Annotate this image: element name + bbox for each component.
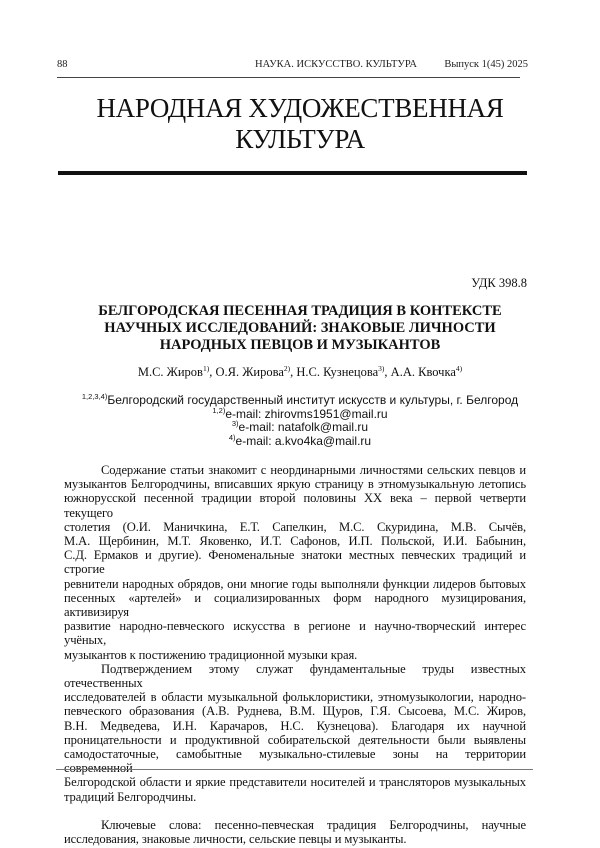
text-line: ревнители народных обрядов, они многие годы выполняли функции лидеров бытовых [64, 577, 526, 591]
affiliation [0, 394, 600, 408]
text-line: южнорусской песенной традиции второй половины XX века – первой четверти текущего [64, 491, 526, 519]
text-line: В.Н. Медведева, И.Н. Карачаров, Н.С. Кузнецова). Благодаря их научной [64, 719, 526, 733]
email-text[interactable]: e-mail: a.kvo4ka@mail.ru [236, 434, 372, 448]
email-sup: 3) [232, 419, 239, 428]
text-line: Ключевые слова: песенно-певческая традиция Белгородчины, научные [64, 818, 526, 832]
section-rule [58, 171, 527, 175]
abstract-paragraph-2 [64, 662, 526, 804]
page-number: 88 [57, 59, 68, 70]
sep: , [290, 365, 296, 379]
author-sup: 1) [203, 364, 209, 373]
author: А.А. Квочка [391, 365, 456, 379]
udk-code: УДК 398.8 [471, 276, 527, 291]
keywords [64, 818, 526, 846]
footer-rule [56, 769, 533, 770]
email-sup: 4) [229, 433, 236, 442]
author: Н.С. Кузнецова [296, 365, 378, 379]
section-title [0, 93, 600, 155]
author: М.С. Жиров [138, 365, 203, 379]
email [0, 435, 600, 449]
text-line: исследователей в области музыкальной фольклористики, этномузыкологии, народно- [64, 690, 526, 704]
section-title-line: НАРОДНАЯ ХУДОЖЕСТВЕННАЯ [0, 93, 600, 124]
abstract-paragraph-1 [64, 463, 526, 662]
text-line: столетия (О.И. Маничкина, Е.Т. Сапелкин, М.С. Скуридина, М.В. Сычёв, [64, 520, 526, 534]
text-line: музыкантов к постижению традиционной музыки края. [64, 648, 526, 662]
text-line: С.Д. Ермаков и другие). Феноменальные знатоки местных певческих традиций и строгие [64, 548, 526, 576]
text-line: Белгородской области и яркие представители носителей и трансляторов музыкальных [64, 775, 526, 789]
authors [0, 365, 600, 380]
article-title [0, 303, 600, 354]
text-line: музыкантов Белгородчины, вписавших яркую страницу в этномузыкальную летопись [64, 477, 526, 491]
affiliation-block [0, 394, 600, 449]
aff-sup: 1,2,3,4) [82, 392, 107, 401]
title-line: БЕЛГОРОДСКАЯ ПЕСЕННАЯ ТРАДИЦИЯ В КОНТЕКСТЕ [0, 303, 600, 320]
header-rule [57, 77, 520, 78]
text-line: самодостаточные, самобытные музыкально-стилевые зоны на территории [64, 747, 526, 775]
sep: , [384, 365, 390, 379]
text-line: проницательности и продуктивной собирательской деятельности были выявлены [64, 733, 526, 747]
author: О.Я. Жирова [215, 365, 283, 379]
email-text[interactable]: e-mail: zhirovms1951@mail.ru [225, 407, 387, 421]
text-line: Подтверждением этому служат фундаментальные труды известных отечественных [64, 662, 526, 690]
text-line: исследования, знаковые личности, сельские певцы и музыканты. [64, 832, 526, 846]
sep: , [209, 365, 215, 379]
text-line: традиций Белгородчины. [64, 790, 526, 804]
email-text[interactable]: e-mail: natafolk@mail.ru [239, 420, 369, 434]
text-line: песенных «артелей» и социализированных форм народного музицирования, активизируя [64, 591, 526, 619]
text-line: развитие народно-певческого искусства в регионе и научно-творческий интерес учёных, [64, 619, 526, 647]
author-sup: 3) [378, 364, 384, 373]
issue-number: Выпуск 1(45) 2025 [444, 59, 528, 70]
aff-text: Белгородский государственный институт искусств и культуры, г. Белгород [107, 393, 518, 407]
section-title-line: КУЛЬТУРА [0, 124, 600, 155]
text-line: Содержание статьи знакомит с неординарными личностями сельских певцов и [64, 463, 526, 477]
email-sup: 1,2) [212, 406, 225, 415]
journal-name: НАУКА. ИСКУССТВО. КУЛЬТУРА [255, 59, 417, 70]
abstract-block [64, 463, 526, 846]
text-line: М.А. Щербинин, М.Т. Яковенко, И.Т. Сафонов, И.П. Польской, И.И. Бабынин, [64, 534, 526, 548]
title-line: НАРОДНЫХ ПЕВЦОВ И МУЗЫКАНТОВ [0, 337, 600, 354]
text-line: певческого образования (А.В. Руднева, В.М. Щуров, Г.Я. Сысоева, М.С. Жиров, [64, 704, 526, 718]
author-sup: 4) [456, 364, 462, 373]
title-line: НАУЧНЫХ ИССЛЕДОВАНИЙ: ЗНАКОВЫЕ ЛИЧНОСТИ [0, 320, 600, 337]
author-sup: 2) [284, 364, 290, 373]
